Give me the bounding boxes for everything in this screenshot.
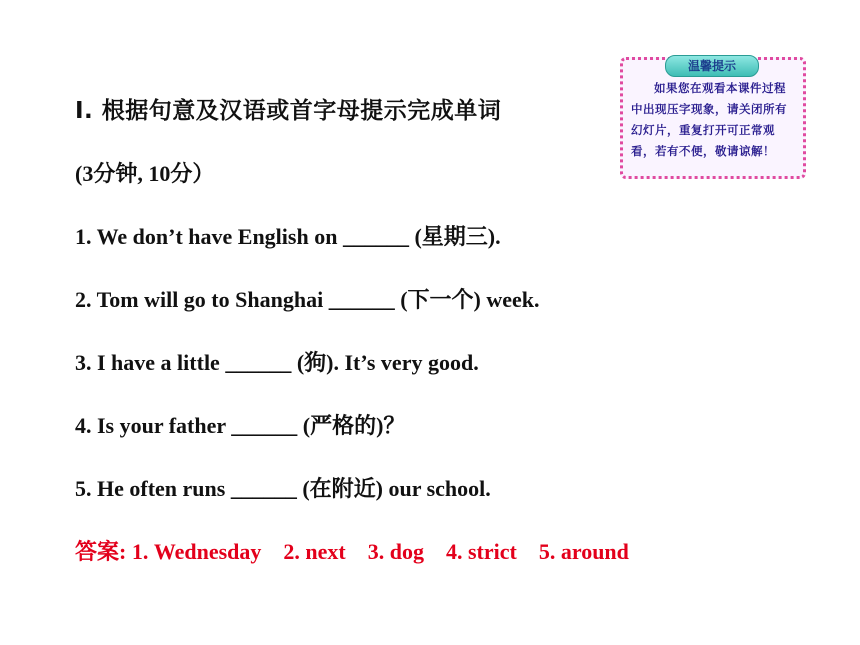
question-4: 4. Is your father ______ (严格的)？ [75,413,406,438]
tip-body: 如果您在观看本课件过程中出现压字现象，请关闭所有幻灯片，重复打开可正常观看，若有不便，敬请谅解！ [631,81,787,158]
answer-key: 答案: 1. Wednesday 2. next 3. dog 4. strict 5. around [75,539,629,564]
question-3: 3. I have a little ______ (狗). It’s very good. [75,350,479,375]
question-1: 1. We don’t have English on ______ (星期三). [75,224,501,249]
question-5: 5. He often runs ______ (在附近) our school. [75,476,491,501]
tip-title: 温馨提示 [665,55,759,77]
time-limit: (3分钟, 10分） [75,161,215,186]
question-2: 2. Tom will go to Shanghai ______ (下一个) week. [75,287,540,312]
tip-box [620,57,806,179]
exercise-heading: Ⅰ. 根据句意及汉语或首字母提示完成单词 [75,98,502,124]
